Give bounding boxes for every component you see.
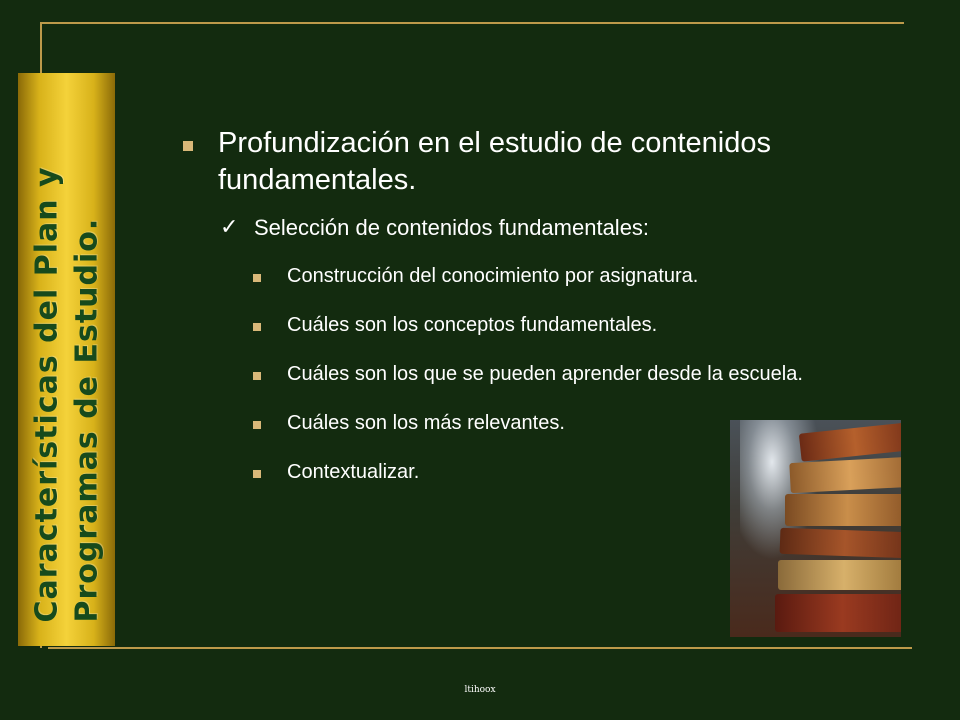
books-image bbox=[730, 420, 901, 637]
frame-bottom-line bbox=[48, 647, 912, 649]
side-title-line-2: Programas de Estudio. bbox=[68, 217, 104, 622]
side-title-line-1: Características del Plan y bbox=[28, 165, 64, 622]
small-square-bullet-icon bbox=[253, 470, 261, 478]
small-square-bullet-icon bbox=[253, 372, 261, 380]
list-item bbox=[180, 361, 873, 388]
main-bullet-text: Profundización en el estudio de contenidos fundamentales. bbox=[218, 127, 771, 196]
sub-heading bbox=[180, 213, 880, 243]
book bbox=[775, 594, 901, 632]
book bbox=[785, 494, 901, 526]
footer-text: ltihoox bbox=[464, 685, 496, 695]
square-bullet-icon bbox=[183, 141, 193, 151]
frame-top-line bbox=[40, 22, 904, 24]
main-bullet bbox=[180, 125, 880, 199]
book bbox=[778, 560, 901, 590]
sub-heading-text: Selección de contenidos fundamentales: bbox=[254, 215, 650, 240]
list-item-text: Construcción del conocimiento por asignatura. bbox=[287, 265, 699, 287]
small-square-bullet-icon bbox=[253, 323, 261, 331]
side-title-band bbox=[18, 73, 115, 646]
list-item-text: Cuáles son los conceptos fundamentales. bbox=[287, 314, 658, 336]
checkmark-icon: ✓ bbox=[220, 215, 239, 240]
side-title bbox=[18, 73, 115, 646]
book bbox=[789, 457, 901, 493]
small-square-bullet-icon bbox=[253, 274, 261, 282]
list-item-text: Cuáles son los más relevantes. bbox=[287, 412, 565, 434]
book bbox=[780, 528, 901, 559]
small-square-bullet-icon bbox=[253, 421, 261, 429]
list-item bbox=[180, 312, 880, 339]
list-item bbox=[180, 263, 880, 290]
list-item-text: Contextualizar. bbox=[287, 461, 420, 483]
list-item-text: Cuáles son los que se pueden aprender desde la escuela. bbox=[287, 363, 803, 385]
